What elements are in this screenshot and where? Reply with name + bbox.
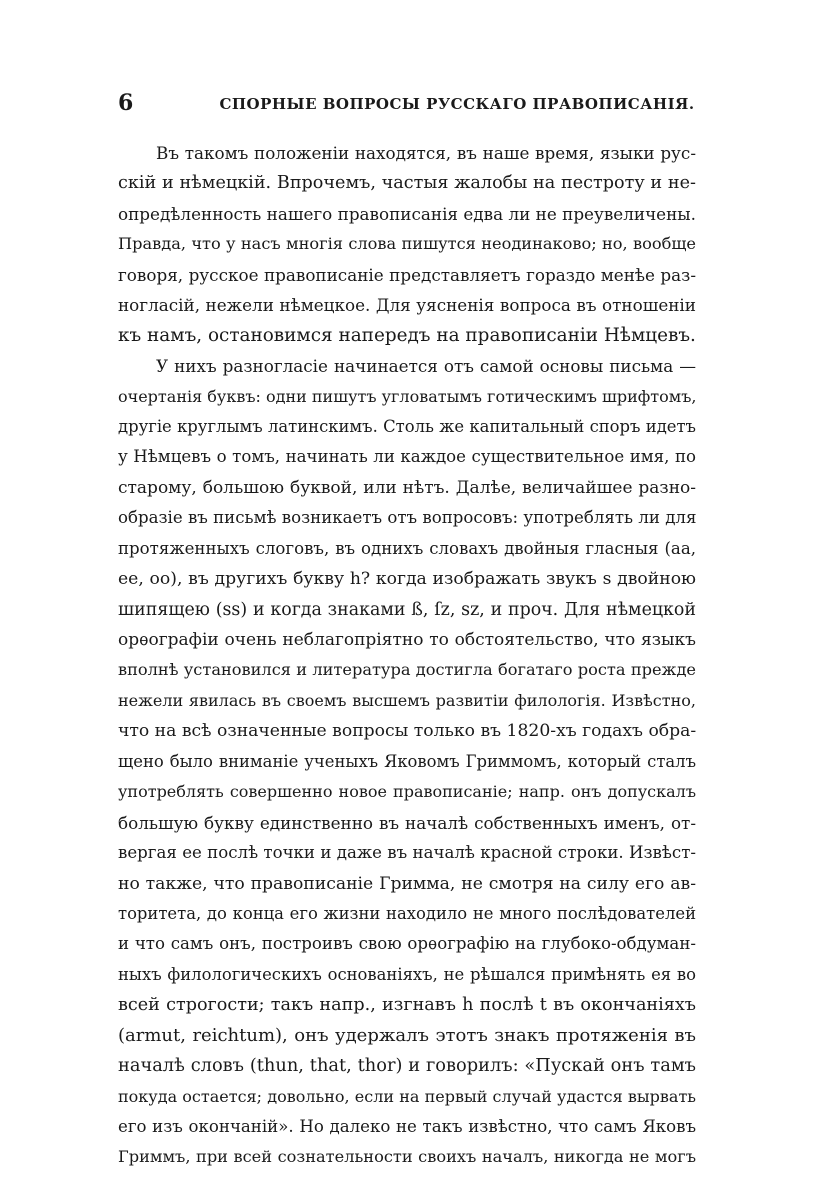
text-line: говоря, русское правописаніе представляетъ гораздо менѣе раз- xyxy=(118,264,696,285)
text-line: къ намъ, остановимся напередъ на правописаніи Нѣмцевъ. xyxy=(118,324,696,346)
text-line: нежели явилась въ своемъ высшемъ развитіи филологія. Извѣстно, xyxy=(118,690,696,710)
text-line: его изъ окончаній». Но далеко не такъ извѣстно, что самъ Яковъ xyxy=(118,1117,696,1136)
text-line: что на всѣ означенные вопросы только въ 1820-хъ годахъ обра- xyxy=(118,721,697,742)
text-line: другіе круглымъ латинскимъ. Столь же капитальный споръ идетъ xyxy=(118,416,696,436)
text-line: орѳографіи очень неблагопріятно то обстоятельство, что языкъ xyxy=(118,630,696,650)
text-line: торитета, до конца его жизни находило не много послѣдователей xyxy=(118,903,696,923)
text-line: ныхъ филологическихъ основаніяхъ, не рѣшался примѣнять ея во xyxy=(118,964,696,984)
text-line: скій и нѣмецкій. Впрочемъ, частыя жалобы на пестроту и не- xyxy=(118,173,696,194)
text-line: покуда остается; довольно, если на первый случай удастся вырвать xyxy=(118,1086,696,1106)
text-line: У нихъ разногласіе начинается отъ самой основы письма — xyxy=(156,356,696,377)
text-line: ee, oo), въ другихъ букву h? когда изображать звукъ s двойною xyxy=(118,569,696,590)
text-line: протяженныхъ слоговъ, въ однихъ словахъ двойныя гласныя (aa, xyxy=(118,538,696,558)
text-line: Въ такомъ положеніи находятся, въ наше время, языки рус- xyxy=(156,143,696,163)
running-title: СПОРНЫЕ ВОПРОСЫ РУССКАГО ПРАВОПИСАНІЯ. xyxy=(219,95,695,113)
text-line: шипящею (ss) и когда знаками ß, ſz, sz, и проч. Для нѣмецкой xyxy=(118,599,696,620)
text-line: очертанія буквъ: одни пишутъ угловатымъ готическимъ шрифтомъ, xyxy=(118,386,697,406)
text-line: у Нѣмцевъ о томъ, начинать ли каждое существительное имя, по xyxy=(118,447,696,467)
text-line: старому, большою буквой, или нѣтъ. Далѣе, величайшее разно- xyxy=(118,477,696,498)
text-line: образіе въ письмѣ возникаетъ отъ вопросовъ: употреблять ли для xyxy=(118,508,697,528)
text-line: большую букву единственно въ началѣ собственныхъ именъ, от- xyxy=(118,812,696,833)
running-head xyxy=(118,88,696,118)
text-line: началѣ словъ (thun, that, thor) и говорилъ: «Пускай онъ тамъ xyxy=(118,1055,696,1077)
page-number: 6 xyxy=(118,90,134,116)
text-line: Гриммъ, при всей сознательности своихъ началъ, никогда не могъ xyxy=(118,1147,696,1167)
text-line: (armut, reichtum), онъ удержалъ этотъ знакъ протяженія въ xyxy=(118,1024,696,1046)
text-line: всей строгости; такъ напр., изгнавъ h послѣ t въ окончаніяхъ xyxy=(118,995,696,1016)
text-line: вполнѣ установился и литература достигла богатаго роста прежде xyxy=(118,660,696,680)
text-line: Правда, что у насъ многія слова пишутся неодинаково; но, вообще xyxy=(118,234,696,254)
body-text xyxy=(118,138,696,1173)
text-line: вергая ее послѣ точки и даже въ началѣ красной строки. Извѣст- xyxy=(118,843,696,863)
text-line: и что самъ онъ, построивъ свою орѳографію на глубоко-обдуман- xyxy=(118,934,696,954)
paragraph-2 xyxy=(118,351,696,1173)
paragraph-1 xyxy=(118,138,696,351)
text-line: щено было вниманіе ученыхъ Яковомъ Гриммомъ, который сталъ xyxy=(118,751,696,771)
text-line: ногласій, нежели нѣмецкое. Для уясненія вопроса въ отношеніи xyxy=(118,295,696,316)
text-line: но также, что правописаніе Гримма, не смотря на силу его ав- xyxy=(118,873,696,894)
text-line: употреблять совершенно новое правописаніе; напр. онъ допускалъ xyxy=(118,782,696,802)
text-line: опредѣленность нашего правописанія едва ли не преувеличены. xyxy=(118,203,696,224)
